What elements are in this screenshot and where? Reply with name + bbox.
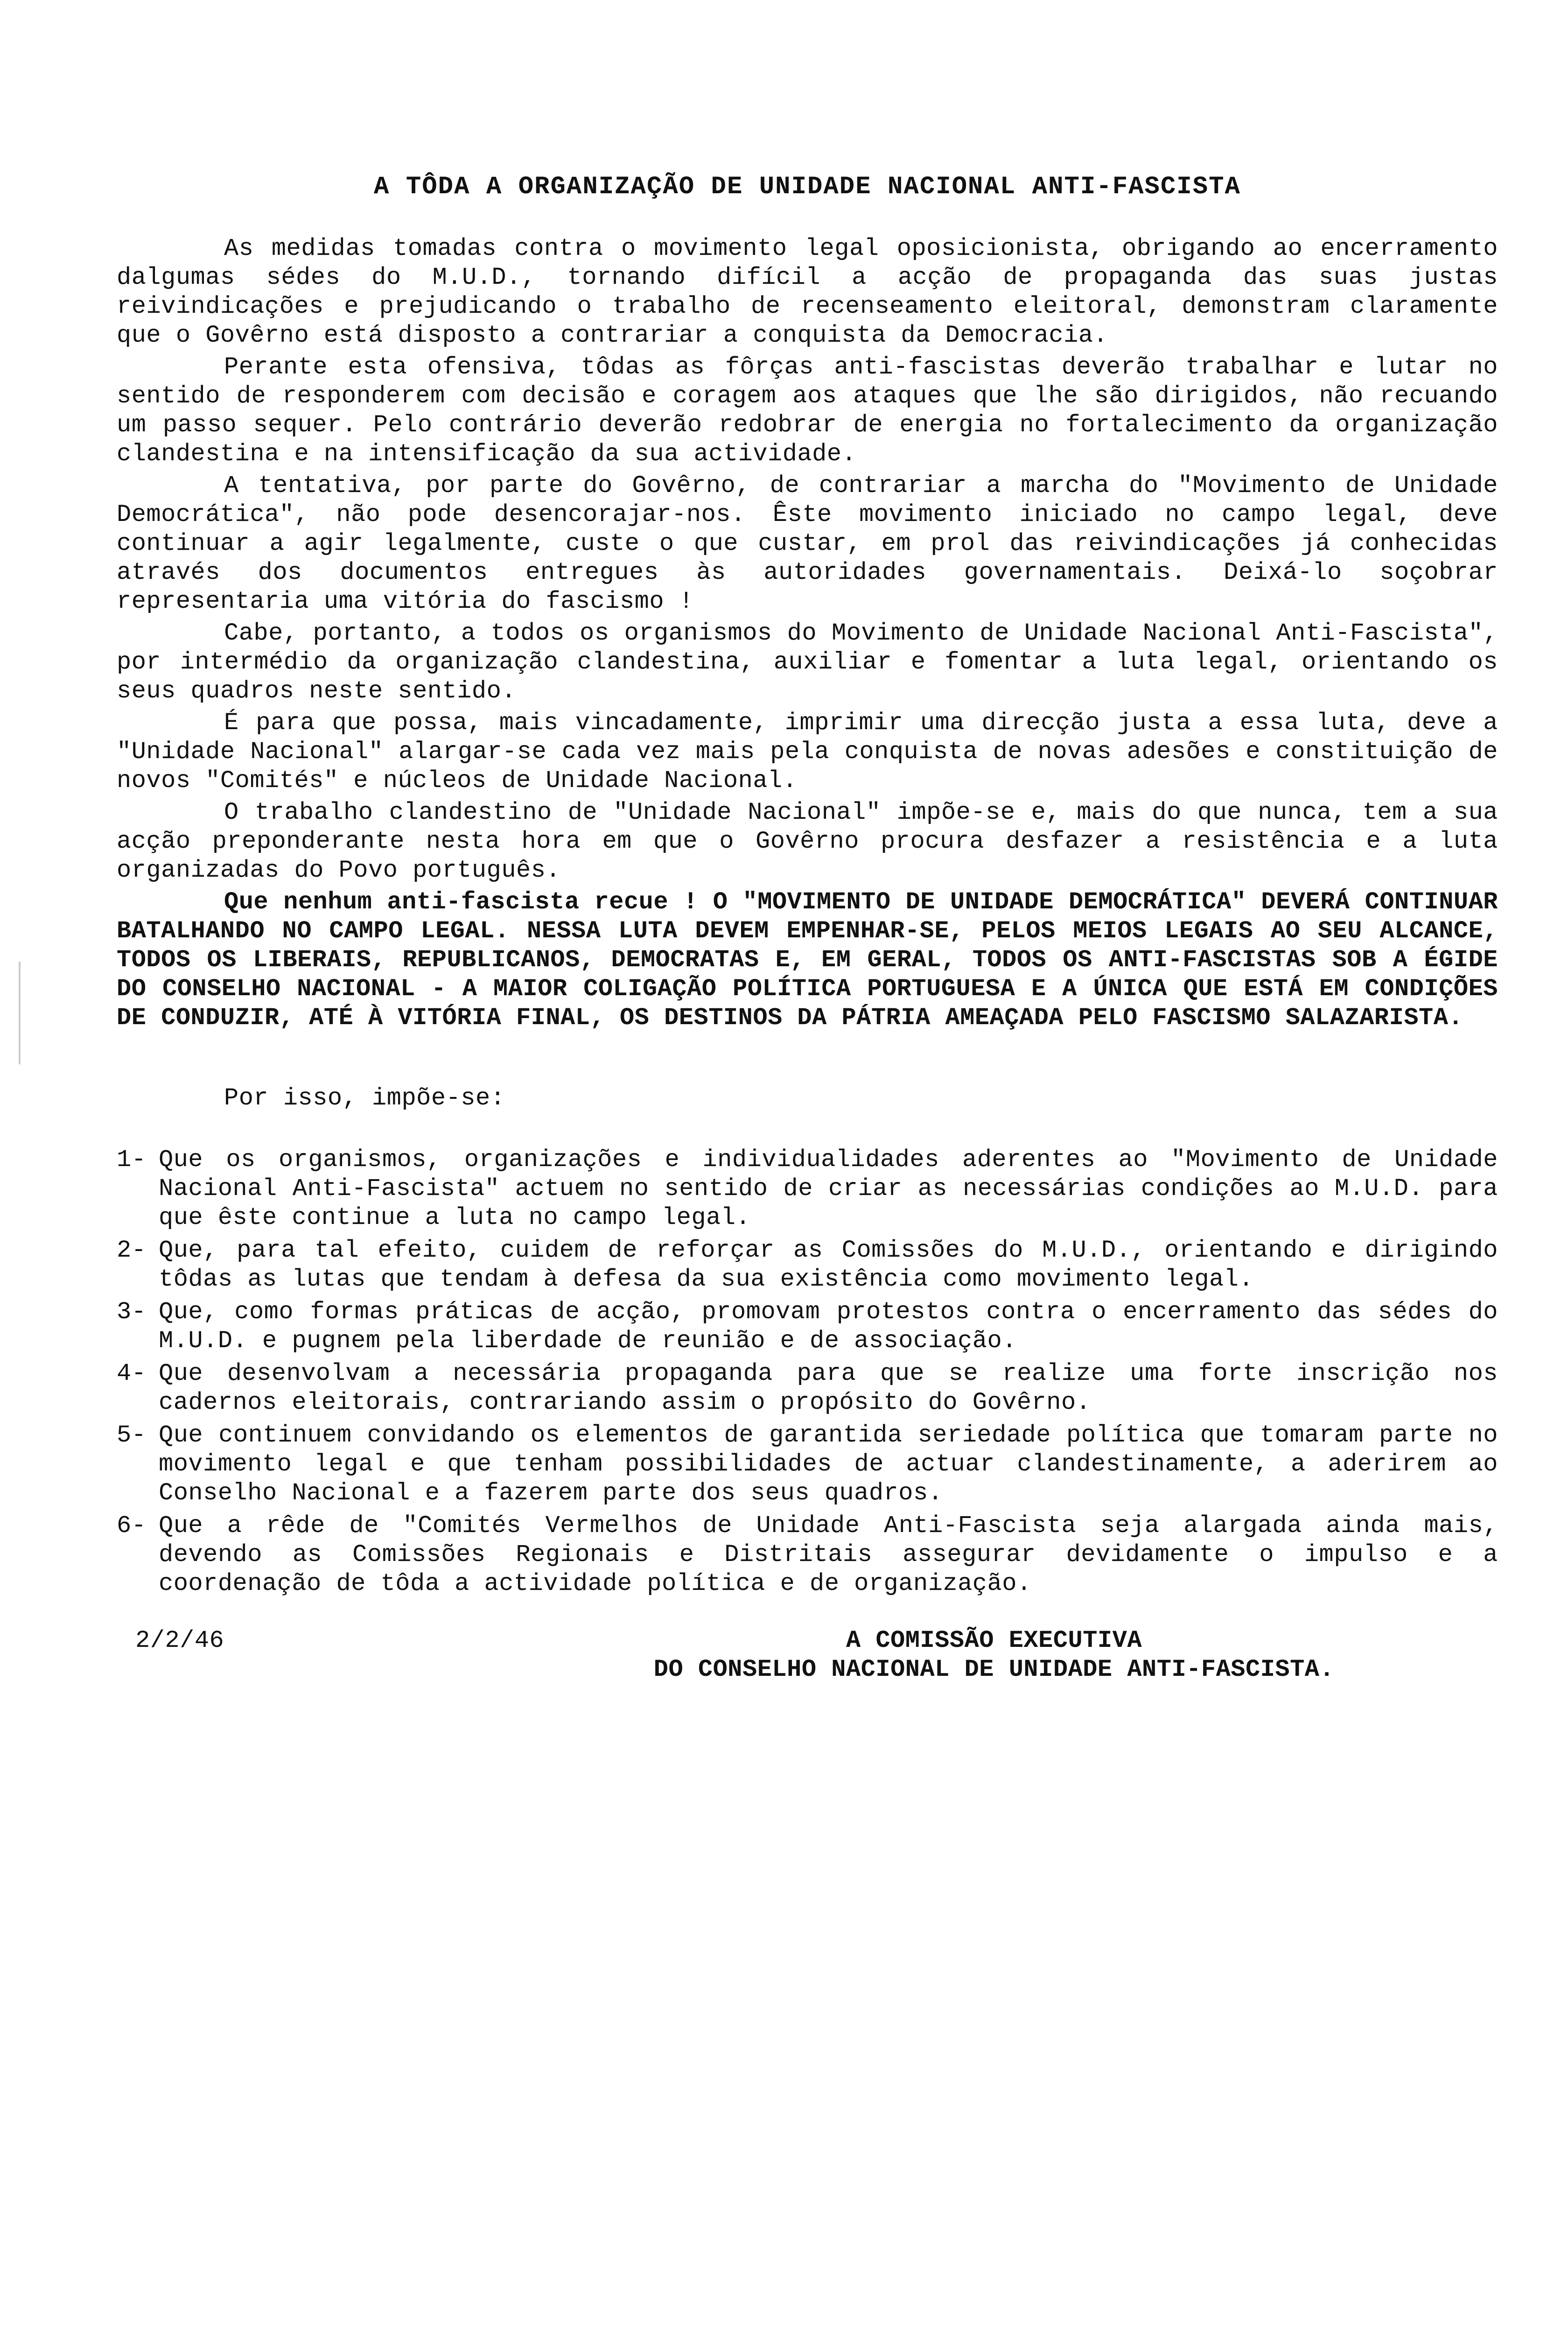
paragraph-2: Perante esta ofensiva, tôdas as fôrças anti-fascistas deverão trabalhar e lutar no sentido de responderem com decisão e coragem aos ataques que lhe são dirigidos, não recuando um passo sequer. Pelo contrário deverão redobrar de energia no fortalecimento da organização clandestina e na intensificação da sua actividade. [117, 353, 1498, 468]
item-number: 3- [117, 1298, 147, 1326]
impoe-label: Por isso, impõe-se: [224, 1084, 505, 1112]
item-text: Que, para tal efeito, cuidem de reforçar as Comissões do M.U.D., orientando e dirigindo tôdas as lutas que tendam à defesa da sua existência como movimento legal. [159, 1237, 1498, 1293]
document-footer [117, 1626, 1498, 1692]
list-item [117, 1146, 1498, 1232]
list-item [117, 1421, 1498, 1508]
document-body [117, 154, 1498, 1692]
item-text: Que continuem convidando os elementos de garantida seriedade política que tomaram parte no movimento legal e que tenham possibilidades de actuar clandestinamente, a aderirem ao Conselho Nacional e a fazerem parte dos seus quadros. [159, 1421, 1498, 1507]
item-number: 5- [117, 1421, 147, 1449]
resolutions-list [117, 1146, 1498, 1598]
document-date: 2/2/46 [135, 1627, 224, 1654]
signature-line-1: A COMISSÃO EXECUTIVA [846, 1627, 1142, 1654]
list-item [117, 1298, 1498, 1356]
paragraph-3: A tentativa, por parte do Govêrno, de contrariar a marcha do "Movimento de Unidade Democrática", não pode desencorajar-nos. Êste movimento iniciado no campo legal, deve continuar a agir legalmente, custe o que custar, em prol das reivindicações já conhecidas através dos documentos entregues às autoridades governamentais. Deixá-lo soçobrar representaria uma vitória do fascismo ! [117, 472, 1498, 615]
signature-line-2: DO CONSELHO NACIONAL DE UNIDADE ANTI-FASCISTA. [653, 1656, 1335, 1683]
item-text: Que a rêde de "Comités Vermelhos de Unidade Anti-Fascista seja alargada ainda mais, devendo as Comissões Regionais e Distritais assegurar devidamente o impulso e a coordenação de tôda a actividade política e de organização. [159, 1512, 1498, 1597]
margin-mark [19, 962, 25, 1064]
item-number: 6- [117, 1512, 147, 1540]
paragraph-6: O trabalho clandestino de "Unidade Nacional" impõe-se e, mais do que nunca, tem a sua acção preponderante nesta hora em que o Govêrno procura desfazer a resistência e a luta organizadas do Povo português. [117, 799, 1498, 884]
list-item [117, 1236, 1498, 1294]
document-title: A TÔDA A ORGANIZAÇÃO DE UNIDADE NACIONAL ANTI-FASCISTA [374, 173, 1241, 201]
list-item [117, 1511, 1498, 1598]
item-number: 2- [117, 1237, 147, 1264]
paragraph-7-call: Que nenhum anti-fascista recue ! O "MOVIMENTO DE UNIDADE DEMOCRÁTICA" DEVERÁ CONTINUAR BATALHANDO NO CAMPO LEGAL. NESSA LUTA DEVEM EMPENHAR-SE, PELOS MEIOS LEGAIS AO SEU ALCANCE, TODOS OS LIBERAIS, REPUBLICANOS, DEMOCRATAS E, EM GERAL, TODOS OS ANTI-FASCISTAS SOB A ÉGIDE DO CONSELHO NACIONAL - A MAIOR COLIGAÇÃO POLÍTICA PORTUGUESA E A ÚNICA QUE ESTÁ EM CONDIÇÕES DE CONDUZIR, ATÉ À VITÓRIA FINAL, OS DESTINOS DA PÁTRIA AMEAÇADA PELO FASCISMO SALAZARISTA. [117, 888, 1498, 1032]
item-text: Que os organismos, organizações e individualidades aderentes ao "Movimento de Unidade Nacional Anti-Fascista" actuem no sentido de criar as necessárias condições ao M.U.D. para que êste continue a luta no campo legal. [159, 1146, 1498, 1231]
item-text: Que, como formas práticas de acção, promovam protestos contra o encerramento das sédes do M.U.D. e pugnem pela liberdade de reunião e de associação. [159, 1298, 1498, 1355]
paragraph-1: As medidas tomadas contra o movimento legal oposicionista, obrigando ao encerramento dalgumas sédes do M.U.D., tornando difícil a acção de propaganda das suas justas reivindicações e prejudicando o trabalho de recenseamento eleitoral, demonstram claramente que o Govêrno está disposto a contrariar a conquista da Democracia. [117, 235, 1498, 349]
item-number: 4- [117, 1360, 147, 1387]
item-text: Que desenvolvam a necessária propaganda para que se realize uma forte inscrição nos cadernos eleitorais, contrariando assim o propósito do Govêrno. [159, 1360, 1498, 1416]
signature-block [574, 1626, 1414, 1684]
list-item [117, 1359, 1498, 1417]
item-number: 1- [117, 1146, 147, 1174]
paragraph-4: Cabe, portanto, a todos os organismos do Movimento de Unidade Nacional Anti-Fascista", por intermédio da organização clandestina, auxiliar e fomentar a luta legal, orientando os seus quadros neste sentido. [117, 619, 1498, 705]
paragraph-5: É para que possa, mais vincadamente, imprimir uma direcção justa a essa luta, deve a "Unidade Nacional" alargar-se cada vez mais pela conquista de novas adesões e constituição de novos "Comités" e núcleos de Unidade Nacional. [117, 709, 1498, 794]
